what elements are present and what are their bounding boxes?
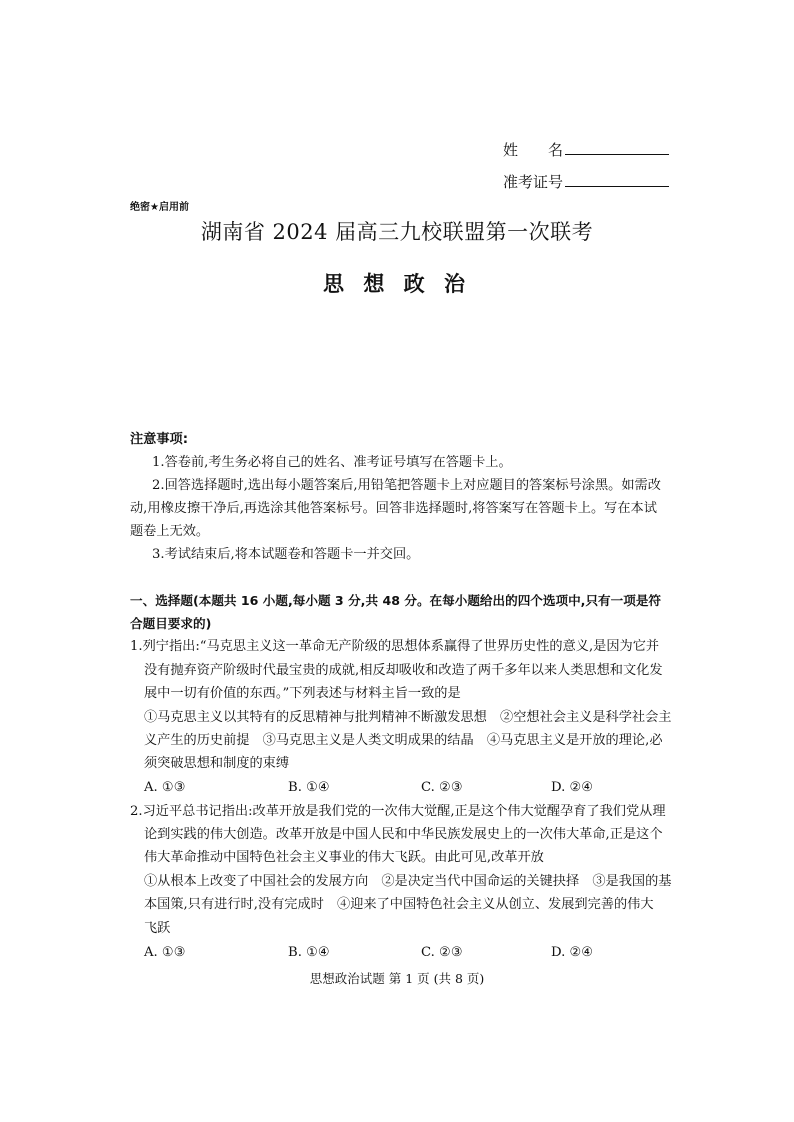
question-1-choice-text: 义产生的历史前提 ③马克思主义是人类文明成果的结晶 ④马克思主义是开放的理论,必 <box>144 733 663 748</box>
id-blank[interactable] <box>565 172 669 187</box>
notice-line: 动,用橡皮擦干净后,再选涂其他答案标号。回答非选择题时,将答案写在答题卡上。写在本试 <box>130 501 657 516</box>
question-2-text: 伟大革命推动中国特色社会主义事业的伟大飞跃。由此可见,改革开放 <box>144 850 544 865</box>
exam-title: 湖南省 2024 届高三九校联盟第一次联考 <box>200 220 594 244</box>
notice-line: 1.答卷前,考生务必将自己的姓名、准考证号填写在答题卡上。 <box>152 455 512 470</box>
question-2-choice-text: 飞跃 <box>144 921 171 936</box>
subject-title: 思 想 政 治 <box>323 272 471 296</box>
q1-option-b[interactable]: B. ①④ <box>288 780 330 795</box>
name-field-row <box>503 139 669 160</box>
question-1-choice-text: 须突破思想和制度的束缚 <box>144 756 290 771</box>
q1-option-d[interactable]: D. ②④ <box>551 780 594 795</box>
notice-line: 2.回答选择题时,选出每小题答案后,用铅笔把答题卡上对应题目的答案标号涂黑。如需改 <box>152 478 661 493</box>
q2-option-b[interactable]: B. ①④ <box>288 945 330 960</box>
question-2-choice-text: 本国策,只有进行时,没有完成时 ④迎来了中国特色社会主义从创立、发展到完善的伟大 <box>144 897 654 912</box>
question-1-text: 展中一切有价值的东西。”下列表述与材料主旨一致的是 <box>144 686 461 701</box>
q2-option-c[interactable]: C. ②③ <box>421 945 463 960</box>
page-footer: 思想政治试题 第 1 页 (共 8 页) <box>309 971 485 986</box>
notice-line: 3.考试结束后,将本试题卷和答题卡一并交回。 <box>152 547 420 562</box>
question-1-choice-text: ①马克思主义以其特有的反思精神与批判精神不断激发思想 ②空想社会主义是科学社会主 <box>144 710 672 725</box>
question-2-text: 2.习近平总书记指出:改革开放是我们党的一次伟大觉醒,正是这个伟大觉醒孕育了我们党从理 <box>130 804 666 819</box>
section-heading: 合题目要求的) <box>130 616 212 631</box>
name-label: 姓 名 <box>503 141 564 159</box>
question-2-choice-text: ①从根本上改变了中国社会的发展方向 ②是决定当代中国命运的关键抉择 ③是我国的基 <box>144 874 672 889</box>
q1-option-c[interactable]: C. ②③ <box>421 780 463 795</box>
q1-option-a[interactable]: A. ①③ <box>144 780 186 795</box>
section-heading: 一、选择题(本题共 16 小题,每小题 3 分,共 48 分。在每小题给出的四个选项中,只有一项是符 <box>130 593 662 608</box>
name-blank[interactable] <box>565 140 669 155</box>
notice-heading: 注意事项: <box>130 432 189 447</box>
question-2-text: 论到实践的伟大创造。改革开放是中国人民和中华民族发展史上的一次伟大革命,正是这个 <box>144 827 663 842</box>
question-1-text: 没有抛弃资产阶级时代最宝贵的成就,相反却吸收和改造了两千多年以来人类思想和文化发 <box>144 663 663 678</box>
confidential-mark: 绝密★启用前 <box>130 202 189 213</box>
notice-line: 题卷上无效。 <box>130 524 210 539</box>
q2-option-a[interactable]: A. ①③ <box>144 945 186 960</box>
id-label: 准考证号 <box>503 173 564 191</box>
question-1-text: 1.列宁指出:“马克思主义这一革命无产阶级的思想体系赢得了世界历史性的意义,是因为它并 <box>130 639 660 654</box>
id-field-row <box>503 171 669 192</box>
q2-option-d[interactable]: D. ②④ <box>551 945 594 960</box>
